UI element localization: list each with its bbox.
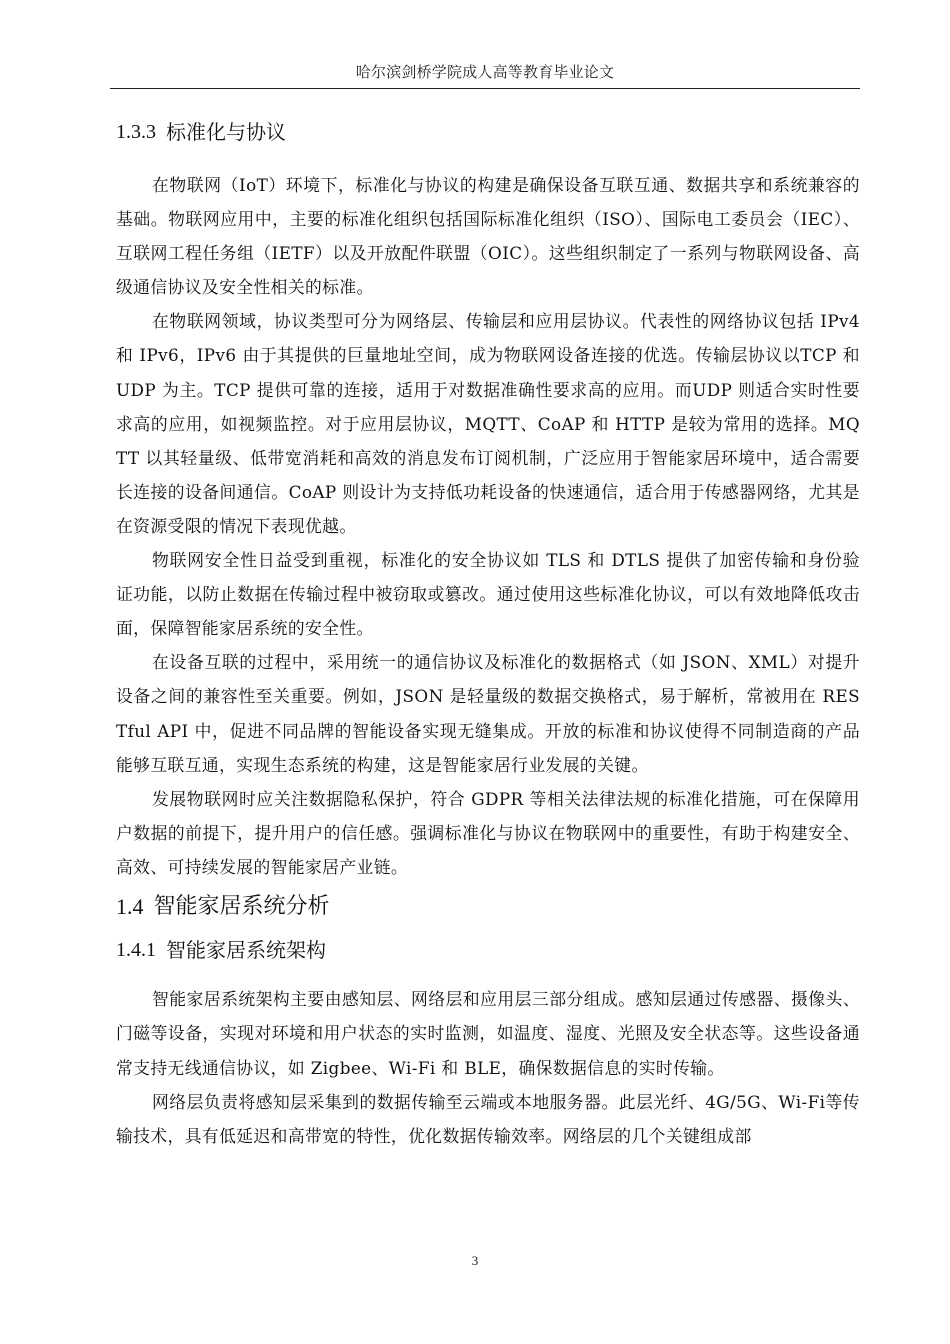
section-heading-1-4-1	[116, 938, 860, 962]
paragraph-protocol-types: 在物联网领域，协议类型可分为网络层、传输层和应用层协议。代表性的网络协议包括 IPv4 和 IPv6，IPv6 由于其提供的巨量地址空间，成为物联网设备连接的优选。传输层协议以TCP 和 UDP 为主。TCP 提供可靠的连接，适用于对数据准确性要求高的应用。而UDP 则适合实时性要求高的应用，如视频监控。对于应用层协议，MQTT、CoAP 和 HTTP 是较为常用的选择。MQTT 以其轻量级、低带宽消耗和高效的消息发布订阅机制，广泛应用于智能家居环境中，适合需要长连接的设备间通信。CoAP 则设计为支持低功耗设备的快速通信，适合用于传感器网络，尤其是在资源受限的情况下表现优越。	[116, 311, 860, 536]
section-number: 1.3.3	[116, 121, 156, 143]
running-header: 哈尔滨剑桥学院成人高等教育毕业论文	[355, 63, 615, 81]
paragraph-privacy: 发展物联网时应关注数据隐私保护，符合 GDPR 等相关法律法规的标准化措施，可在保障用户数据的前提下，提升用户的信任感。强调标准化与协议在物联网中的重要性，有助于构建安全、高效、可持续发展的智能家居产业链。	[116, 788, 860, 877]
header-rule	[110, 88, 860, 89]
paragraph-data-formats: 在设备互联的过程中，采用统一的通信协议及标准化的数据格式（如 JSON、XML）对提升设备之间的兼容性至关重要。例如，JSON 是轻量级的数据交换格式，易于解析，常被用在 RESTful API 中，促进不同品牌的智能设备实现无缝集成。开放的标准和协议使得不同制造商的产品能够互联互通，实现生态系统的构建，这是智能家居行业发展的关键。	[116, 652, 860, 775]
paragraph-iot-standards: 在物联网（IoT）环境下，标准化与协议的构建是确保设备互联互通、数据共享和系统兼容的基础。物联网应用中，主要的标准化组织包括国际标准化组织（ISO）、国际电工委员会（IEC）、互联网工程任务组（IETF）以及开放配件联盟（OIC）。这些组织制定了一系列与物联网设备、高级通信协议及安全性相关的标准。	[116, 175, 860, 298]
section-title: 标准化与协议	[166, 120, 286, 144]
paragraph-architecture-overview: 智能家居系统架构主要由感知层、网络层和应用层三部分组成。感知层通过传感器、摄像头、门磁等设备，实现对环境和用户状态的实时监测，如温度、湿度、光照及安全状态等。这些设备通常支持无线通信协议，如 Zigbee、Wi-Fi 和 BLE，确保数据信息的实时传输。	[116, 989, 860, 1078]
page-number: 3	[471, 1253, 479, 1268]
section-heading-1-4	[116, 894, 860, 920]
paragraph-network-layer: 网络层负责将感知层采集到的数据传输至云端或本地服务器。此层光纤、4G/5G、Wi-Fi等传输技术，具有低延迟和高带宽的特性，优化数据传输效率。网络层的几个关键组成部	[116, 1091, 860, 1146]
section-title: 智能家居系统架构	[166, 938, 326, 963]
section-heading-1-3-3	[116, 120, 860, 144]
section-number: 1.4	[116, 893, 144, 919]
paragraph-security-protocols: 物联网安全性日益受到重视，标准化的安全协议如 TLS 和 DTLS 提供了加密传输和身份验证功能，以防止数据在传输过程中被窃取或篡改。通过使用这些标准化协议，可以有效地降低攻击面，保障智能家居系统的安全性。	[116, 550, 860, 639]
page-content	[116, 120, 860, 1153]
section-title: 智能家居系统分析	[153, 893, 330, 919]
section-number: 1.4.1	[116, 939, 156, 962]
